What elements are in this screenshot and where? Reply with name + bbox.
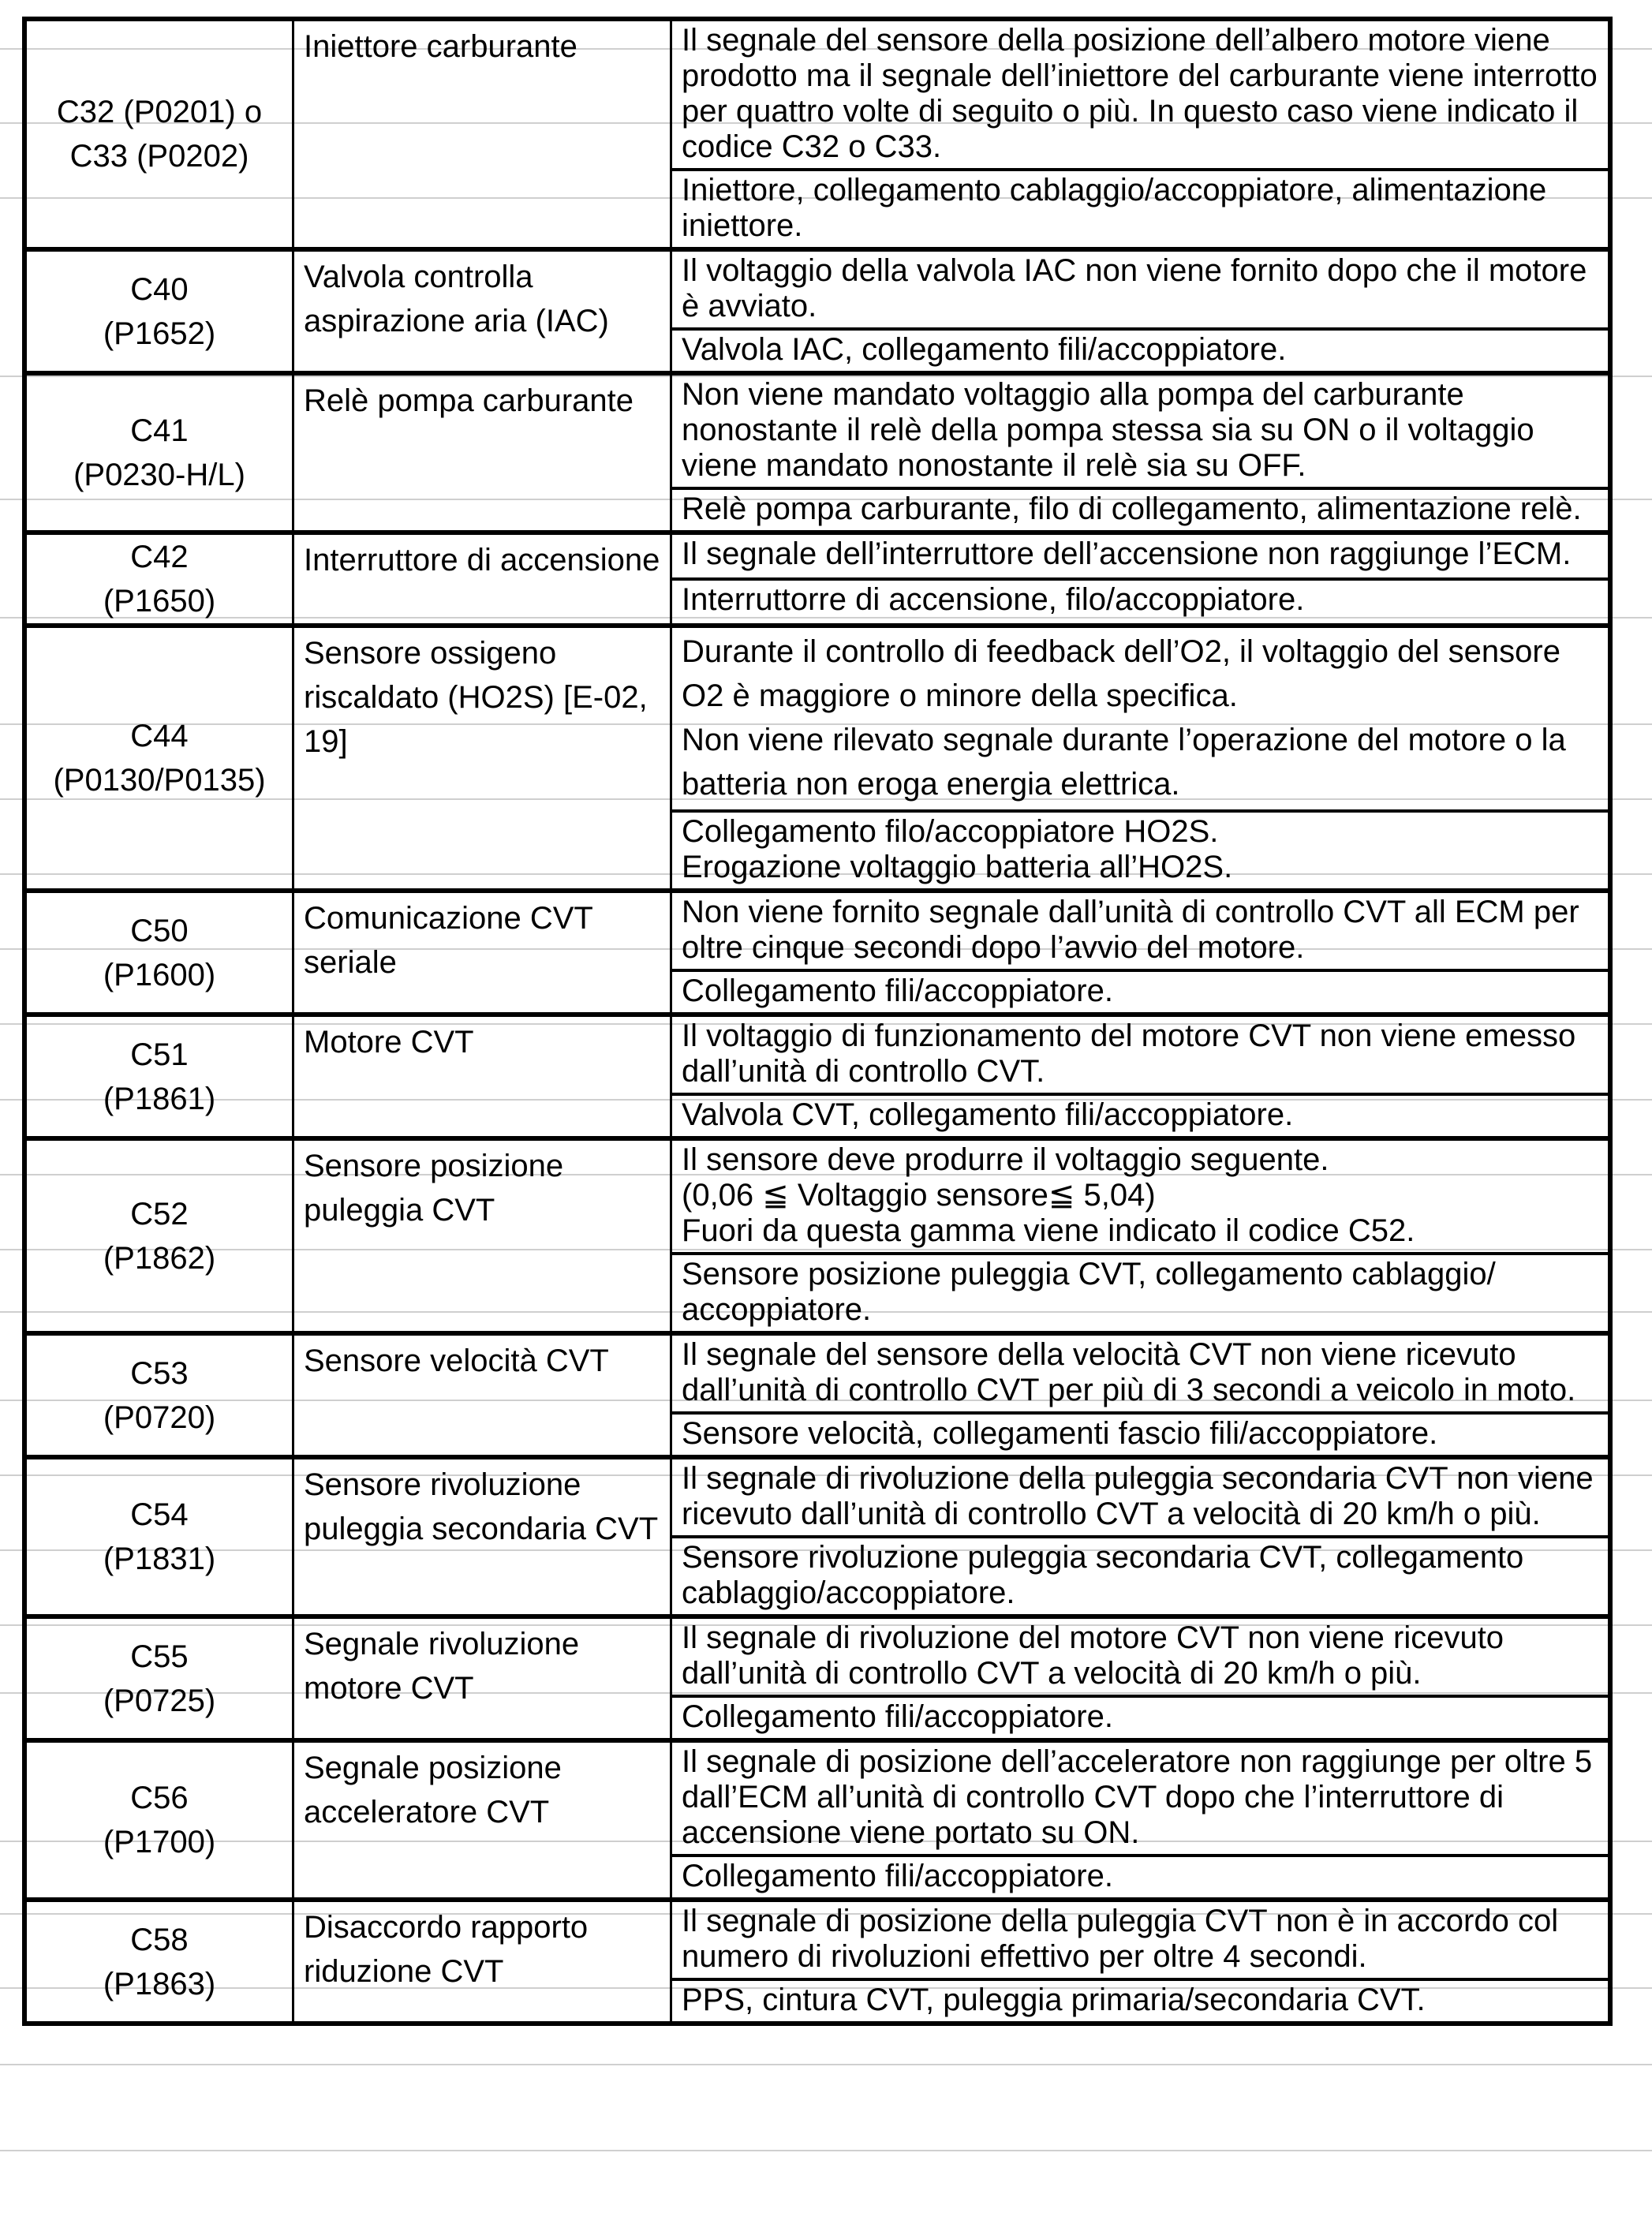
detected-condition-text: Il sensore deve produrre il voltaggio seguente. [682, 1142, 1329, 1177]
dtc-code-text: C52 [130, 1196, 189, 1231]
dtc-code-cell [24, 249, 293, 373]
detected-condition-cell [671, 1616, 1611, 1696]
diagnostic-trouble-code-table [22, 17, 1613, 2026]
detected-condition-text: Il voltaggio di funzionamento del motore CVT non viene emesso dall’unità di controllo CVT. [682, 1018, 1576, 1089]
detected-item-cell [293, 1333, 671, 1457]
detected-condition-text: Il segnale del sensore della posizione dell’albero motore viene prodotto ma il segnale dell’iniettore del carburante viene interrotto per quattro volte di seguito o più. In questo caso viene indicato il codice C32 o C33. [682, 23, 1598, 164]
dtc-code-text: C42 [130, 540, 189, 574]
check-for-cell [671, 1254, 1611, 1333]
dtc-code-text: C41 [130, 413, 189, 448]
detected-condition-text: Non viene mandato voltaggio alla pompa del carburante nonostante il relè della pompa stessa sia su ON o il voltaggio viene mandato nonostante il relè sia su OFF. [682, 377, 1534, 483]
dtc-code-cell [24, 1457, 293, 1616]
check-for-text: Collegamento fili/accoppiatore. [682, 974, 1113, 1008]
dtc-code-text: C53 [130, 1355, 189, 1391]
dtc-row-condition [24, 1616, 1610, 1696]
detected-item-text: Sensore ossigeno riscaldato (HO2S) [E-02, 19] [304, 636, 648, 759]
detected-item-text: Segnale posizione acceleratore CVT [304, 1751, 562, 1829]
detected-condition-cell [671, 533, 1611, 579]
dtc-table-body [24, 19, 1610, 2024]
check-for-text: Sensore rivoluzione puleggia secondaria CVT, collegamento cablaggio/accoppiatore. [682, 1540, 1524, 1610]
dtc-code-text: C54 [130, 1497, 189, 1532]
check-for-text: Sensore velocità, collegamenti fascio fili/accoppiatore. [682, 1416, 1438, 1451]
dtc-row-condition [24, 1015, 1610, 1094]
dtc-code-cell [24, 1138, 293, 1333]
check-for-text: Relè pompa carburante, filo di collegamento, alimentazione relè. [682, 491, 1582, 526]
detected-condition-text: Il segnale di rivoluzione del motore CVT non viene ricevuto dall’unità di controllo CVT a velocità di 20 km/h o più. [682, 1620, 1504, 1691]
check-for-text: Iniettore, collegamento cablaggio/accoppiatore, alimentazione iniettore. [682, 173, 1547, 243]
check-for-text: Valvola CVT, collegamento fili/accoppiatore. [682, 1097, 1294, 1132]
detected-item-text: Interruttore di accensione [304, 543, 660, 577]
dtc-code-text: (P0230-H/L) [73, 458, 245, 492]
detected-condition-text: Non viene rilevato segnale durante l’operazione del motore o la batteria non eroga energia elettrica. [682, 723, 1566, 802]
dtc-code-cell [24, 891, 293, 1015]
detected-item-text: Iniettore carburante [304, 29, 577, 64]
dtc-code-text: (P1861) [103, 1081, 216, 1116]
check-for-text: Erogazione voltaggio batteria all’HO2S. [682, 850, 1233, 884]
dtc-code-text: (P0725) [103, 1683, 216, 1718]
check-for-text: Collegamento fili/accoppiatore. [682, 1699, 1113, 1734]
check-for-cell [671, 1537, 1611, 1616]
dtc-code-cell [24, 1616, 293, 1740]
detected-item-cell [293, 1015, 671, 1138]
detected-condition-text: Il segnale del sensore della velocità CVT non viene ricevuto dall’unità di controllo CVT per più di 3 secondi a veicolo in moto. [682, 1337, 1576, 1407]
detected-condition-cell [671, 19, 1611, 170]
detected-item-cell [293, 533, 671, 626]
detected-condition-cell [671, 1900, 1611, 1979]
detected-condition-cell [671, 1457, 1611, 1537]
check-for-text: Interruttorre di accensione, filo/accoppiatore. [682, 582, 1305, 617]
dtc-code-text: (P1700) [103, 1825, 216, 1859]
dtc-code-text: C33 (P0202) [69, 139, 249, 174]
detected-condition-text: Il segnale di posizione della puleggia CVT non è in accordo col numero di rivoluzioni effettivo per oltre 4 secondi. [682, 1904, 1559, 1974]
detected-item-text: Valvola controlla aspirazione aria (IAC) [304, 260, 609, 338]
dtc-row-condition [24, 626, 1610, 811]
check-for-text: Valvola IAC, collegamento fili/accoppiatore. [682, 332, 1287, 367]
check-for-cell [671, 811, 1611, 891]
check-for-cell [671, 488, 1611, 533]
dtc-row-condition [24, 1457, 1610, 1537]
detected-item-cell [293, 1740, 671, 1900]
detected-condition-text: (0,06 ≦ Voltaggio sensore≦ 5,04) [682, 1178, 1156, 1213]
detected-condition-cell [671, 1138, 1611, 1254]
detected-condition-text: Fuori da questa gamma viene indicato il codice C52. [682, 1213, 1415, 1248]
dtc-code-cell [24, 1333, 293, 1457]
detected-condition-cell [671, 1333, 1611, 1413]
dtc-code-cell [24, 626, 293, 891]
dtc-code-cell [24, 533, 293, 626]
dtc-row-condition [24, 1138, 1610, 1254]
dtc-code-text: C51 [130, 1037, 189, 1072]
dtc-code-cell [24, 1740, 293, 1900]
detected-condition-cell [671, 1015, 1611, 1094]
detected-item-text: Sensore rivoluzione puleggia secondaria CVT [304, 1467, 659, 1546]
detected-condition-text: Il segnale dell’interruttore dell’accensione non raggiunge l’ECM. [682, 536, 1572, 571]
detected-condition-text: Il segnale di posizione dell’acceleratore non raggiunge per oltre 5 dall’ECM all’unità di controllo CVT dopo che l’interruttore di accensione viene portato su ON. [682, 1744, 1593, 1850]
detected-item-cell [293, 1900, 671, 2024]
detected-condition-cell [671, 626, 1611, 811]
detected-item-text: Sensore posizione puleggia CVT [304, 1149, 564, 1228]
detected-condition-text: Durante il controllo di feedback dell’O2, il voltaggio del sensore O2 è maggiore o minore della specifica. [682, 634, 1560, 713]
detected-item-text: Disaccordo rapporto riduzione CVT [304, 1910, 589, 1989]
dtc-row-condition [24, 1740, 1610, 1856]
dtc-code-text: (P1862) [103, 1240, 216, 1276]
dtc-code-text: C32 (P0201) o [56, 95, 263, 129]
detected-item-cell [293, 626, 671, 891]
check-for-text: PPS, cintura CVT, puleggia primaria/secondaria CVT. [682, 1983, 1426, 2017]
check-for-cell [671, 1979, 1611, 2024]
dtc-row-condition [24, 533, 1610, 579]
dtc-row-condition [24, 373, 1610, 488]
check-for-cell [671, 1094, 1611, 1138]
check-for-cell [671, 970, 1611, 1015]
detected-condition-cell [671, 1740, 1611, 1856]
detected-item-cell [293, 19, 671, 249]
dtc-row-condition [24, 1900, 1610, 1979]
dtc-code-text: C44 [130, 719, 189, 753]
detected-item-cell [293, 1138, 671, 1333]
dtc-code-cell [24, 19, 293, 249]
dtc-row-condition [24, 1333, 1610, 1413]
dtc-row-condition [24, 19, 1610, 170]
dtc-code-text: (P1831) [103, 1542, 216, 1576]
dtc-code-text: (P0720) [103, 1400, 216, 1435]
detected-condition-text: Il voltaggio della valvola IAC non viene fornito dopo che il motore è avviato. [682, 253, 1587, 323]
detected-item-cell [293, 373, 671, 533]
detected-item-text: Sensore velocità CVT [304, 1344, 609, 1378]
detected-condition-text: Non viene fornito segnale dall’unità di controllo CVT all ECM per oltre cinque secondi dopo l’avvio del motore. [682, 895, 1579, 965]
dtc-code-text: (P1863) [103, 1966, 216, 2001]
dtc-code-text: (P1650) [103, 584, 216, 619]
detected-item-text: Comunicazione CVT seriale [304, 901, 593, 980]
dtc-code-text: (P1652) [103, 316, 216, 351]
dtc-code-text: (P0130/P0135) [53, 763, 266, 798]
detected-item-text: Segnale rivoluzione motore CVT [304, 1627, 580, 1706]
check-for-text: Sensore posizione puleggia CVT, collegamento cablaggio/ accoppiatore. [682, 1257, 1496, 1327]
dtc-code-text: (P1600) [103, 957, 216, 992]
detected-item-cell [293, 1616, 671, 1740]
dtc-code-text: C55 [130, 1639, 189, 1674]
dtc-code-text: C58 [130, 1922, 189, 1957]
check-for-text: Collegamento fili/accoppiatore. [682, 1859, 1113, 1893]
check-for-cell [671, 1413, 1611, 1457]
check-for-cell [671, 1696, 1611, 1740]
dtc-code-text: C50 [130, 913, 189, 948]
dtc-code-cell [24, 1900, 293, 2024]
dtc-code-text: C40 [130, 271, 189, 307]
detected-item-cell [293, 249, 671, 373]
check-for-text: Collegamento filo/accoppiatore HO2S. [682, 814, 1219, 849]
detected-condition-cell [671, 249, 1611, 329]
check-for-cell [671, 170, 1611, 249]
detected-item-cell [293, 1457, 671, 1616]
check-for-cell [671, 579, 1611, 626]
detected-item-text: Relè pompa carburante [304, 383, 634, 418]
dtc-code-cell [24, 373, 293, 533]
detected-item-cell [293, 891, 671, 1015]
detected-condition-cell [671, 891, 1611, 970]
check-for-cell [671, 1856, 1611, 1900]
dtc-code-text: C56 [130, 1781, 189, 1815]
check-for-cell [671, 329, 1611, 373]
dtc-row-condition [24, 891, 1610, 970]
dtc-row-condition [24, 249, 1610, 329]
detected-item-text: Motore CVT [304, 1025, 474, 1060]
dtc-code-cell [24, 1015, 293, 1138]
detected-condition-text: Il segnale di rivoluzione della puleggia secondaria CVT non viene ricevuto dall’unità di controllo CVT a velocità di 20 km/h o più. [682, 1461, 1594, 1531]
detected-condition-cell [671, 373, 1611, 488]
